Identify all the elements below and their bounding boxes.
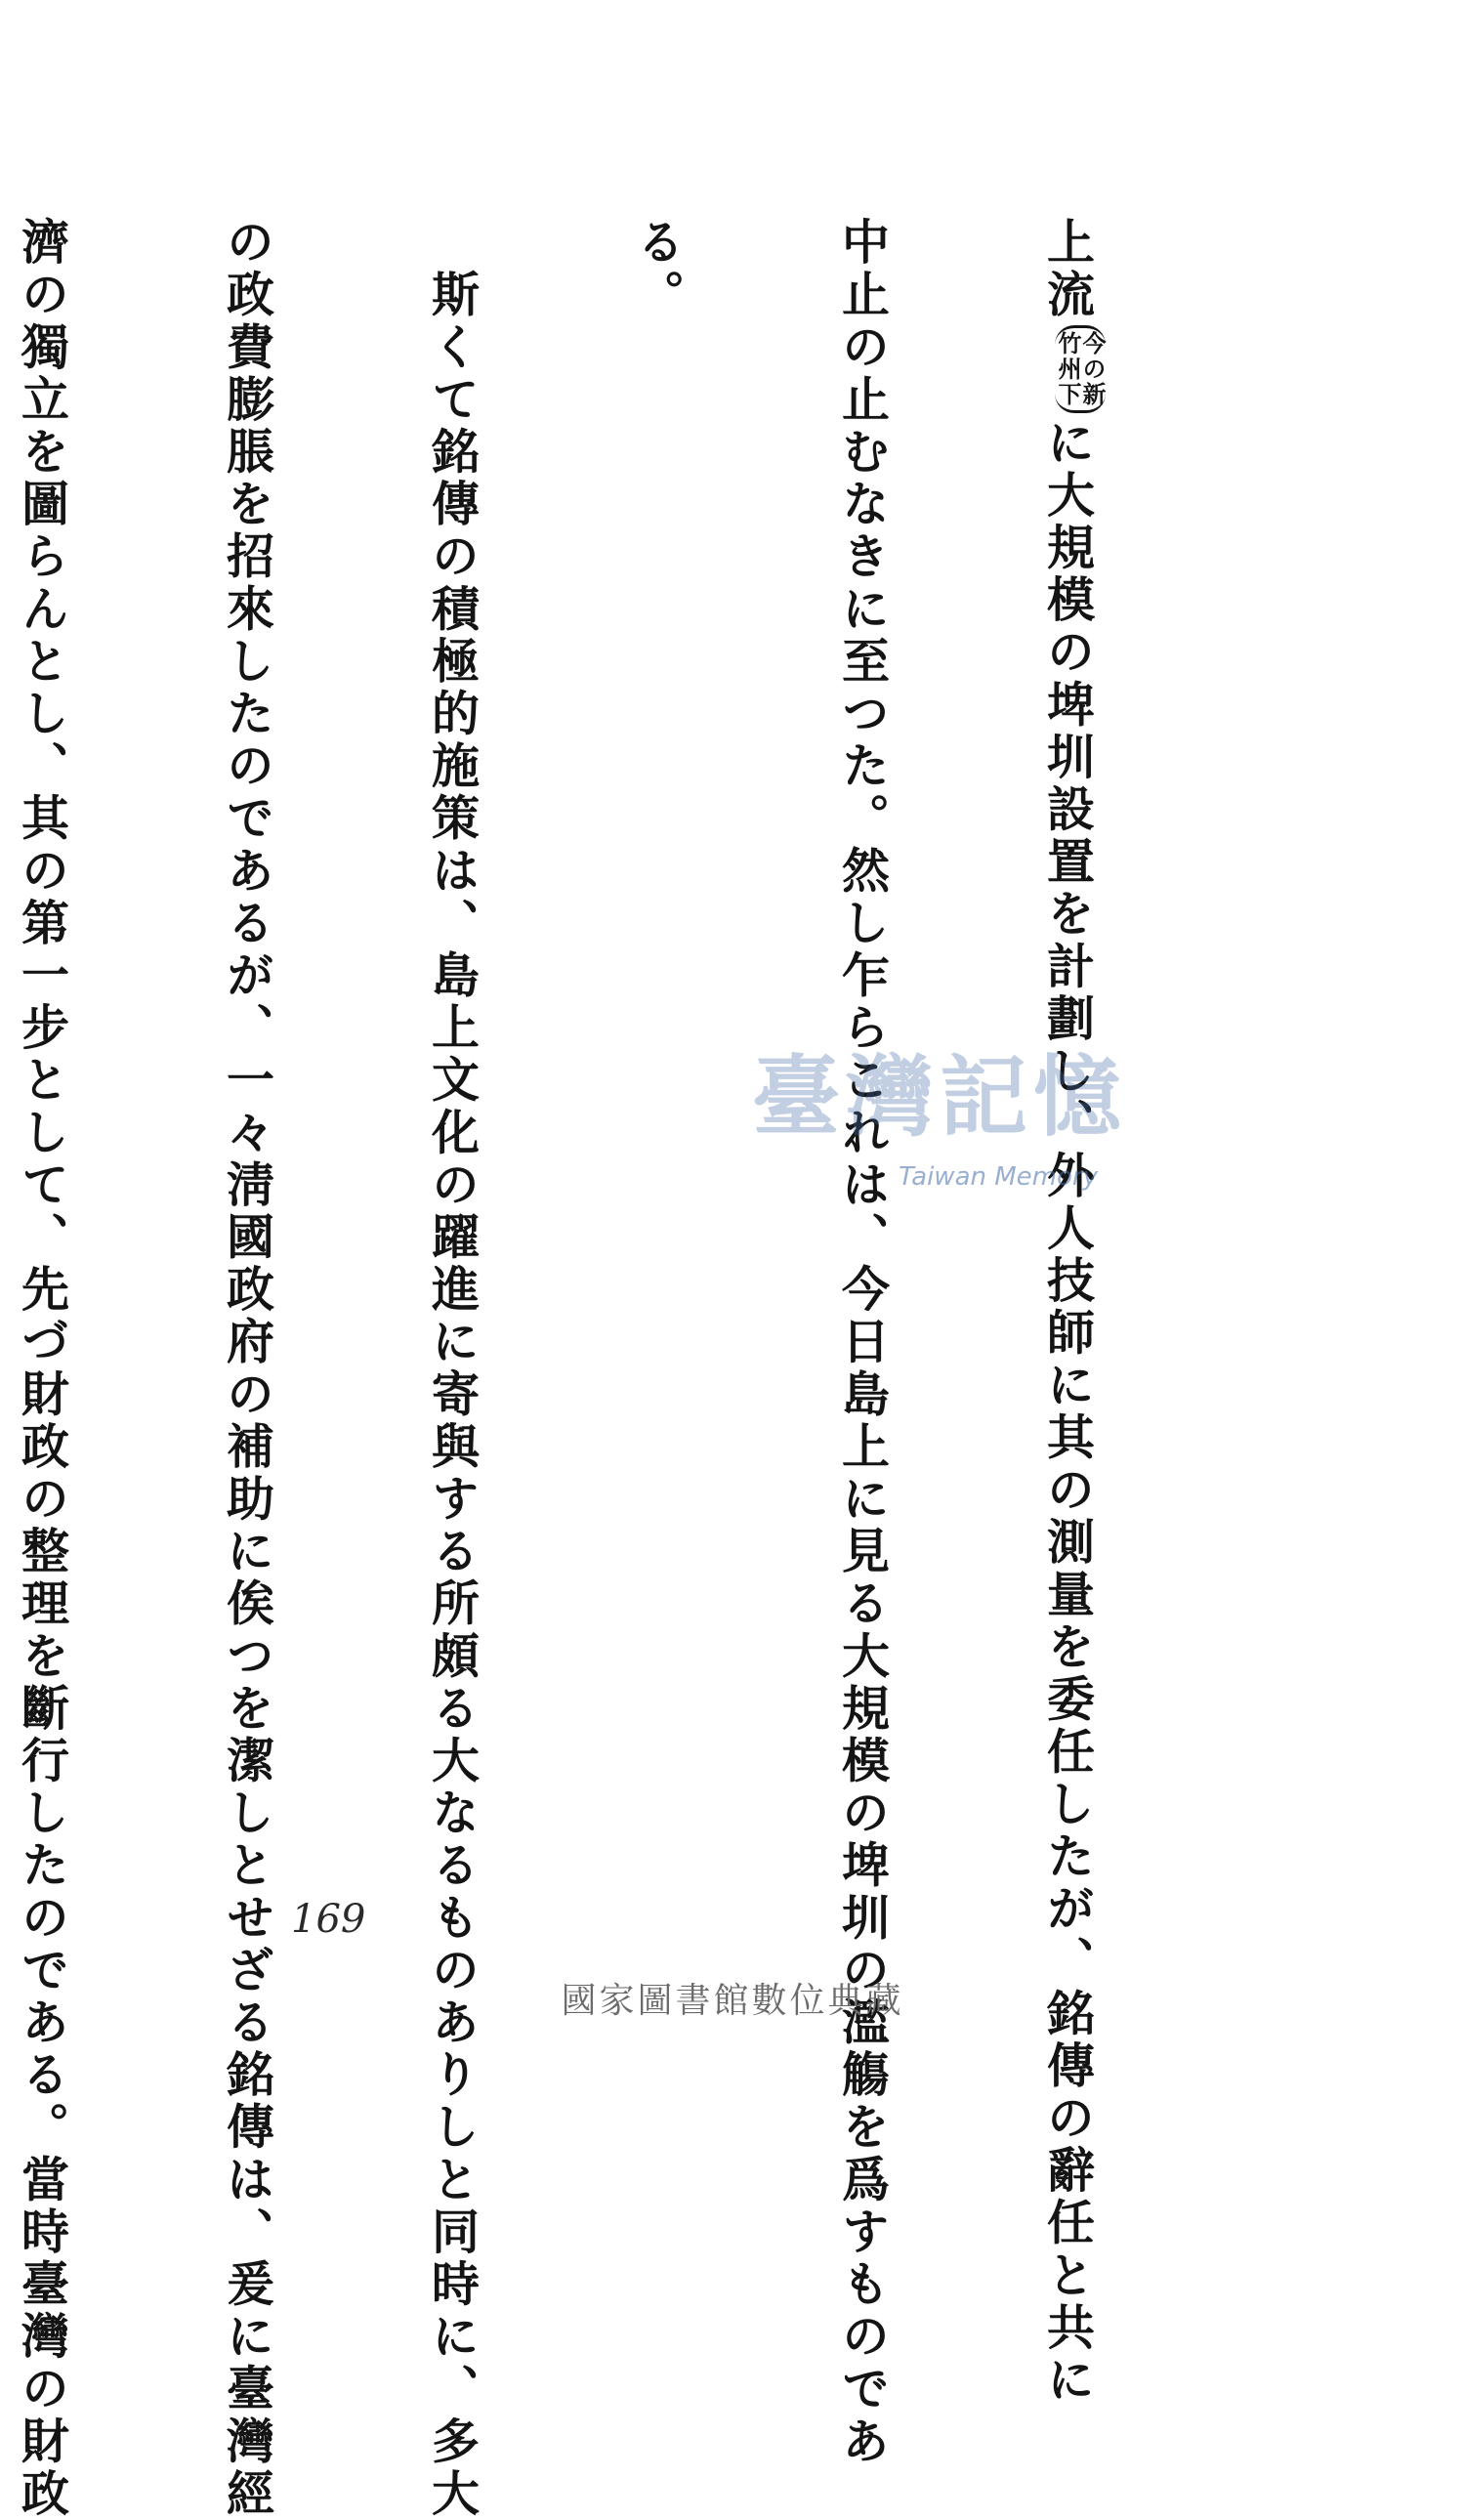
watermark-title: 臺灣記憶 <box>752 1045 1127 1149</box>
text-line: 濟の獨立を圖らんとし、其の第一步として、先づ財政の整理を斷行したのである。當時臺灣の財政 <box>14 217 71 2520</box>
text-segment: 上流 <box>1039 217 1097 322</box>
watermark-subtitle: Taiwan Memory <box>899 1162 1098 1192</box>
inline-annotation <box>1055 325 1106 413</box>
library-credit: 國家圖書館數位典藏 <box>561 1981 904 2021</box>
annotation-column: 竹州下 <box>1054 331 1082 408</box>
text-segment: に大規模の埤圳設置を計劃し、外人技師に其の測量を委任したが、銘傳の辭任と共に <box>1039 417 1097 2408</box>
text-line: の政費膨脹を招來したのであるが、一々淸國政府の補助に俟つを潔しとせざる銘傳は、爰に臺灣經 <box>219 217 276 2520</box>
text-line: 中止の止むなきに至つた。然し乍らこれは、今日島上に見る大規模の埤圳の濫觴を爲すものであ <box>834 217 892 2468</box>
text-line: る。 <box>629 217 687 322</box>
annotation-column: 今の新 <box>1078 331 1107 408</box>
text-line: 斯くて銘傳の積極的施策は、島上文化の躍進に寄與する所頗る大なるものありしと同時に、多大 <box>424 217 481 2520</box>
page-number: 169 <box>291 1897 366 1942</box>
text-line <box>1034 217 1107 2408</box>
